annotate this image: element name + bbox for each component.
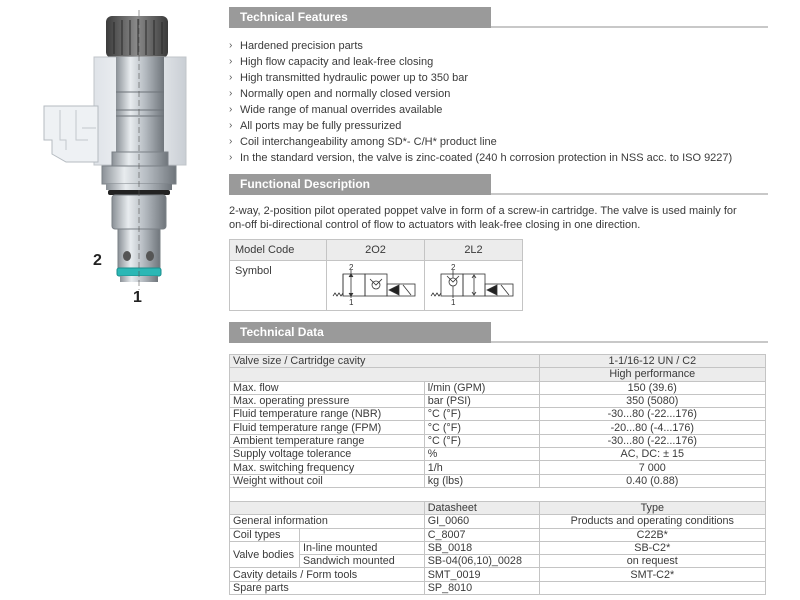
- cartridge-valve-image: [0, 0, 225, 320]
- svg-text:1: 1: [450, 298, 455, 306]
- feature-item: › Wide range of manual overrides available: [229, 104, 443, 116]
- table-row: Coil types C_8007 C22B*: [230, 528, 766, 541]
- port-label-1: 1: [133, 289, 142, 306]
- table-row: Valve size / Cartridge cavity 1-1/16-12 UN / C2: [230, 355, 766, 368]
- model-2l2-header: 2L2: [425, 240, 523, 261]
- model-code-header: Model Code: [230, 240, 327, 261]
- feature-item: › In the standard version, the valve is zinc-coated (240 h corrosion protection in NSS acc. to ISO 9227): [229, 152, 733, 164]
- section-title: Technical Data: [229, 322, 491, 343]
- section-title: Functional Description: [229, 174, 491, 195]
- hydraulic-symbol-2o2-icon: [331, 262, 421, 306]
- functional-description-header: [229, 174, 768, 195]
- datasheet-link: GI_0060: [424, 515, 539, 528]
- chevron-right-icon: ›: [229, 104, 233, 115]
- symbol-2l2-cell: [425, 261, 523, 311]
- svg-text:2: 2: [348, 263, 353, 272]
- table-row: Supply voltage tolerance % AC, DC: ± 15: [230, 448, 766, 461]
- feature-item: › Hardened precision parts: [229, 40, 363, 52]
- table-row: Fluid temperature range (FPM) °C (°F) -20...80 (-4...176): [230, 421, 766, 434]
- chevron-right-icon: ›: [229, 56, 233, 67]
- table-row: Fluid temperature range (NBR) °C (°F) -30...80 (-22...176): [230, 408, 766, 421]
- datasheet-link: SB-04(06,10)_0028: [424, 555, 539, 568]
- table-row: Ambient temperature range °C (°F) -30...80 (-22...176): [230, 434, 766, 447]
- table-row: Max. flow l/min (GPM) 150 (39.6): [230, 381, 766, 394]
- table-row: Spare parts SP_8010: [230, 581, 766, 594]
- chevron-right-icon: ›: [229, 136, 233, 147]
- datasheet-link: SP_8010: [424, 581, 539, 594]
- chevron-right-icon: ›: [229, 120, 233, 131]
- coil-connector: [44, 106, 98, 162]
- port-label-2: 2: [93, 252, 102, 269]
- section-title: Technical Features: [229, 7, 491, 28]
- table-row: General information GI_0060 Products and operating conditions: [230, 515, 766, 528]
- technical-features-header: [229, 7, 768, 28]
- functional-description-text: 2-way, 2-position pilot operated poppet valve in form of a screw-in cartridge. The valve is used mainly for on-off bi-directional control of flow to actuators with leak-free closing in one direction.: [229, 205, 737, 231]
- feature-item: › High transmitted hydraulic power up to 350 bar: [229, 72, 469, 84]
- table-row: Max. operating pressure bar (PSI) 350 (5080): [230, 394, 766, 407]
- datasheet-link: SB_0018: [424, 541, 539, 554]
- model-code-table: [229, 239, 523, 311]
- table-row: Cavity details / Form tools SMT_0019 SMT-C2*: [230, 568, 766, 581]
- knurled-nut: [106, 16, 168, 58]
- feature-item: › All ports may be fully pressurized: [229, 120, 402, 132]
- feature-item: › High flow capacity and leak-free closing: [229, 56, 434, 68]
- chevron-right-icon: ›: [229, 152, 233, 163]
- model-2o2-header: 2O2: [327, 240, 425, 261]
- features-list: [229, 38, 732, 166]
- svg-text:2: 2: [450, 263, 455, 272]
- symbol-label: Symbol: [230, 261, 327, 311]
- table-row: Sandwich mounted SB-04(06,10)_0028 on request: [230, 555, 766, 568]
- feature-item: › Normally open and normally closed version: [229, 88, 451, 100]
- datasheet-link: C_8007: [424, 528, 539, 541]
- chevron-right-icon: ›: [229, 72, 233, 83]
- technical-data-header: [229, 322, 768, 343]
- table-header-row: Datasheet Type: [230, 501, 766, 514]
- table-row: Max. switching frequency 1/h 7 000: [230, 461, 766, 474]
- feature-item: › Coil interchangeability among SD*- C/H* product line: [229, 136, 497, 148]
- datasheet-link: SMT_0019: [424, 568, 539, 581]
- technical-data-table: [229, 354, 766, 595]
- svg-text:1: 1: [348, 298, 353, 306]
- hydraulic-symbol-2l2-icon: [429, 262, 519, 306]
- chevron-right-icon: ›: [229, 40, 233, 51]
- table-spacer-row: [230, 487, 766, 501]
- chevron-right-icon: ›: [229, 88, 233, 99]
- table-row: Valve bodies In-line mounted SB_0018 SB-C2*: [230, 541, 766, 554]
- table-row: High performance: [230, 368, 766, 381]
- symbol-2o2-cell: [327, 261, 425, 311]
- table-row: Weight without coil kg (lbs) 0.40 (0.88): [230, 474, 766, 487]
